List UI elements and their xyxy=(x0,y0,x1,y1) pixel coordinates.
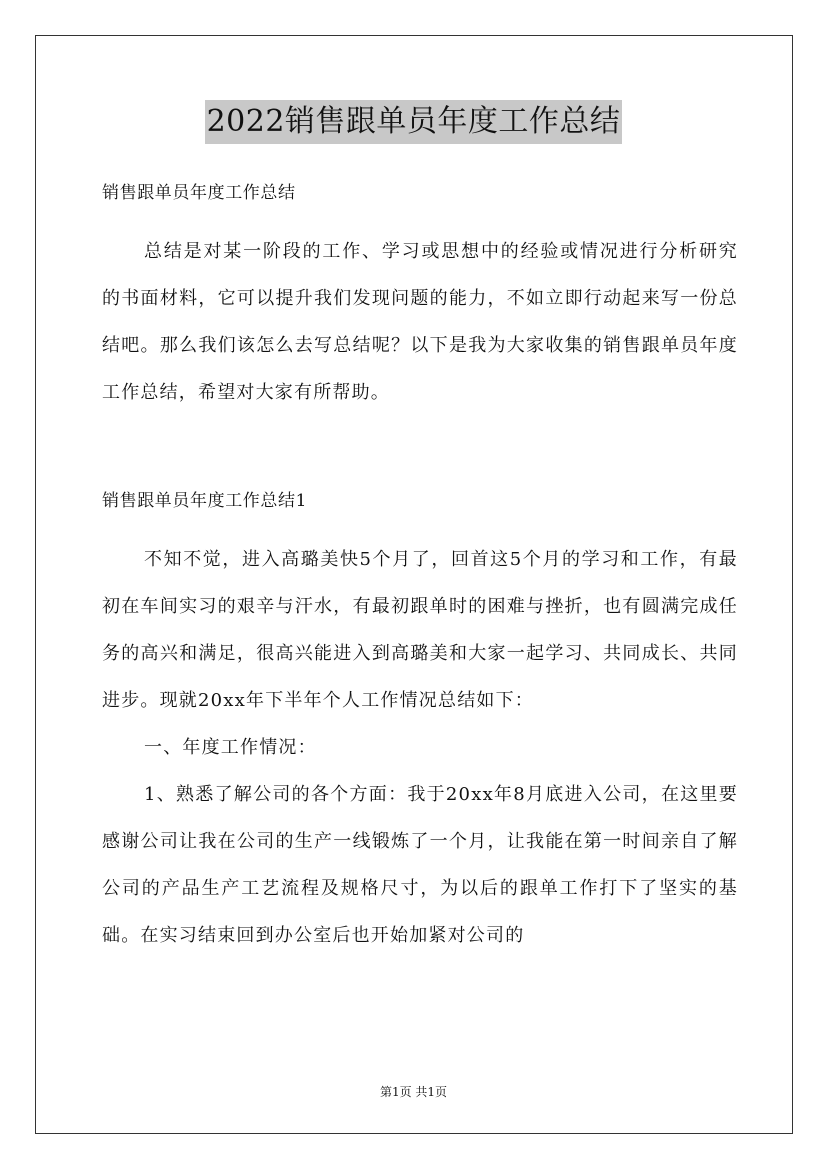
section-paragraph: 1、熟悉了解公司的各个方面：我于20xx年8月底进入公司，在这里要感谢公司让我在公司的生产一线锻炼了一个月，让我能在第一时间亲自了解公司的产品生产工艺流程及规格尺寸，为以后的跟单工作打下了坚实的基础。在实习结束回到办公室后也开始加紧对公司的 xyxy=(102,784,738,946)
section-subheading: 一、年度工作情况： xyxy=(144,737,317,758)
intro-paragraph: 总结是对某一阶段的工作、学习或思想中的经验或情况进行分析研究的书面材料，它可以提升我们发现问题的能力，不如立即行动起来写一份总结吧。那么我们该怎么去写总结呢？以下是我为大家收集的销售跟单员年度工作总结，希望对大家有所帮助。 xyxy=(102,241,738,403)
section-heading: 销售跟单员年度工作总结1 xyxy=(102,491,308,511)
section-spacer xyxy=(102,416,738,478)
document-subtitle: 销售跟单员年度工作总结 xyxy=(102,183,296,203)
section-paragraph: 不知不觉，进入高璐美快5个月了，回首这5个月的学习和工作，有最初在车间实习的艰辛与汗水，有最初跟单时的困难与挫折，也有圆满完成任务的高兴和满足，很高兴能进入到高璐美和大家一起学习、共同成长、共同进步。现就20xx年下半年个人工作情况总结如下： xyxy=(102,549,738,711)
document-body xyxy=(102,170,738,959)
page-footer: 第1页 共1页 xyxy=(379,1085,448,1099)
title-container xyxy=(0,100,827,144)
document-title: 2022销售跟单员年度工作总结 xyxy=(205,100,623,144)
